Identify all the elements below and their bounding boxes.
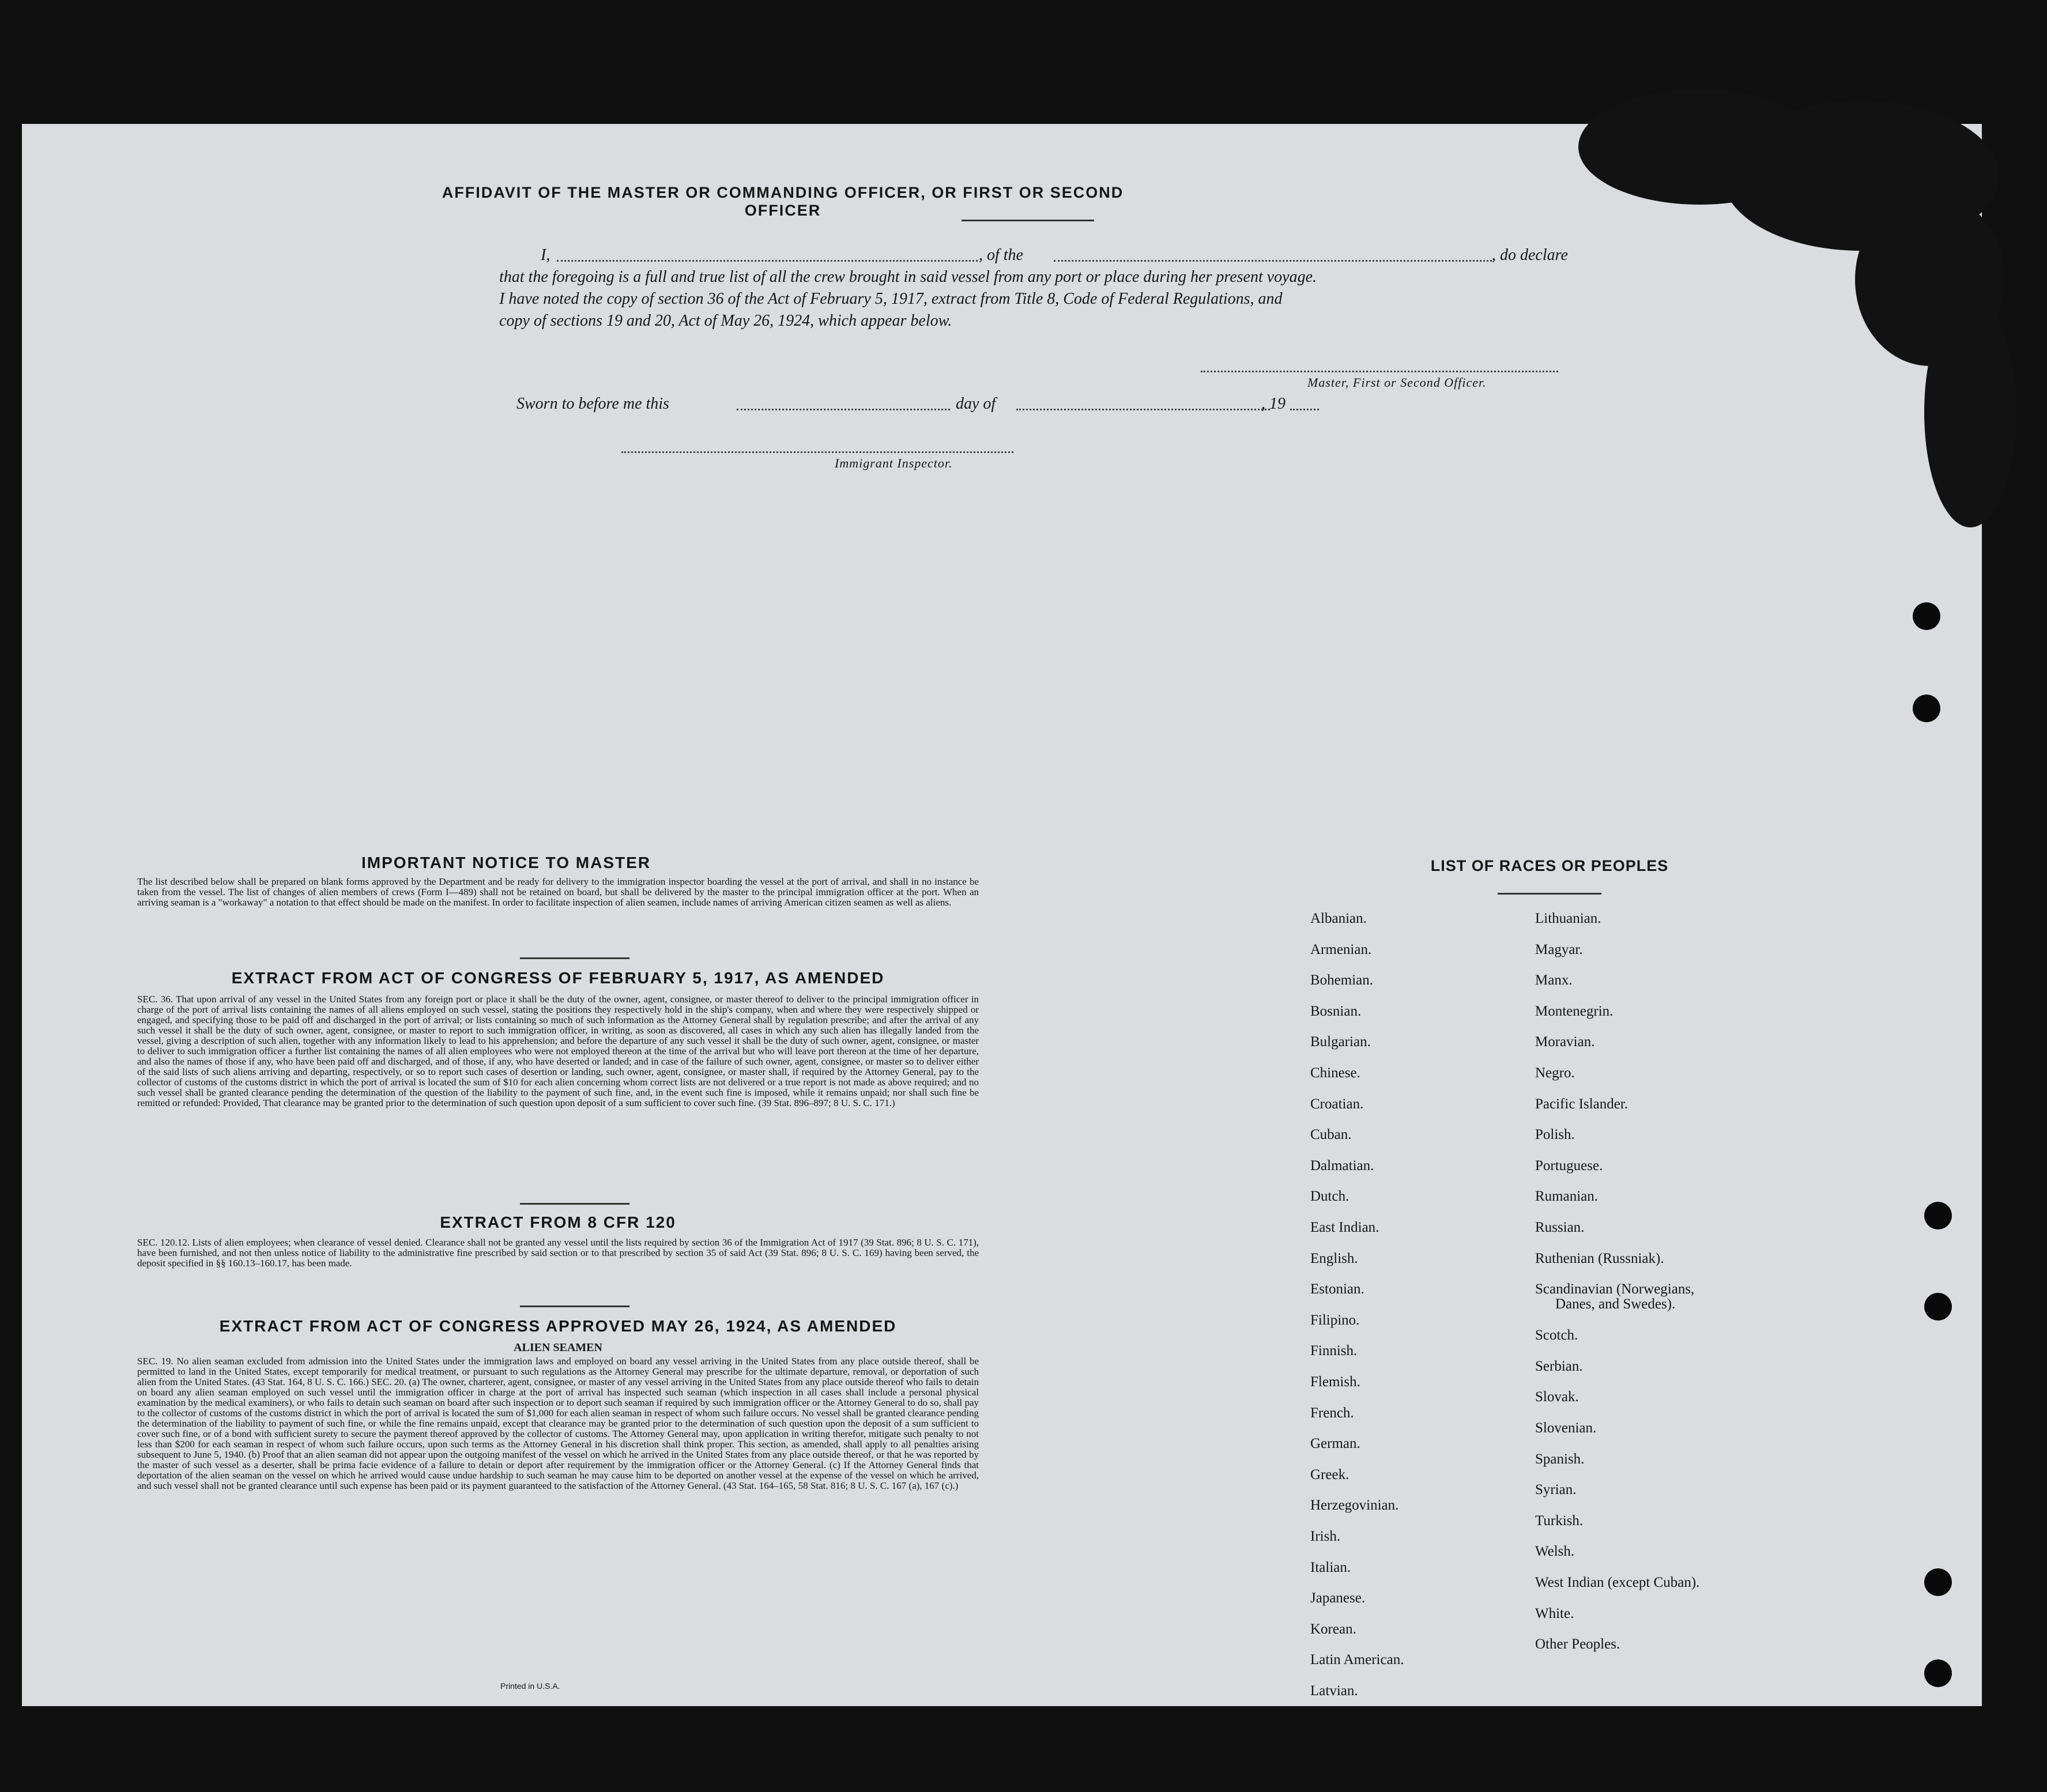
- race-item: Bulgarian.: [1310, 1034, 1371, 1050]
- race-item: Lithuanian.: [1535, 911, 1601, 926]
- race-item: Bosnian.: [1310, 1003, 1362, 1019]
- binder-hole: [1913, 602, 1940, 630]
- alien-seamen-subtitle: ALIEN SEAMEN: [514, 1341, 602, 1354]
- race-item: Other Peoples.: [1535, 1636, 1620, 1653]
- race-item: Turkish.: [1535, 1512, 1584, 1529]
- binder-hole: [1913, 695, 1940, 722]
- master-signature-line: [1201, 371, 1558, 372]
- race-item: Latin American.: [1310, 1652, 1404, 1668]
- name-blank: [557, 260, 978, 262]
- race-item: Pacific Islander.: [1535, 1096, 1628, 1112]
- race-item: French.: [1310, 1405, 1354, 1421]
- divider: [1498, 893, 1601, 895]
- affidavit-i-label: I,: [541, 246, 551, 264]
- race-item: East Indian.: [1310, 1220, 1379, 1235]
- race-item: Bohemian.: [1310, 972, 1374, 989]
- race-item: Scotch.: [1535, 1327, 1578, 1344]
- race-item: Polish.: [1535, 1127, 1575, 1143]
- affidavit-of-label: , of the: [979, 246, 1023, 264]
- binder-hole: [1924, 1293, 1952, 1321]
- year-blank: [1290, 409, 1319, 410]
- document-page: [22, 124, 1982, 1706]
- race-item: Latvian.: [1310, 1683, 1358, 1699]
- race-item: Serbian.: [1535, 1358, 1583, 1374]
- race-item: Welsh.: [1535, 1544, 1575, 1560]
- race-item: Albanian.: [1310, 911, 1367, 926]
- race-item: Dalmatian.: [1310, 1157, 1374, 1174]
- binder-hole: [1924, 1659, 1952, 1687]
- extract-1924-title: EXTRACT FROM ACT OF CONGRESS APPROVED MAY 26, 1924, AS AMENDED: [219, 1317, 897, 1335]
- race-item: Chinese.: [1310, 1065, 1360, 1081]
- inspector-signature-caption: Immigrant Inspector.: [835, 456, 953, 470]
- burn-damage: [1924, 297, 2016, 527]
- inspector-signature-line: [621, 451, 1013, 453]
- day-of-label: day of: [956, 395, 996, 413]
- race-item: Scandinavian (Norwegians,: [1535, 1281, 1695, 1297]
- race-item: Moravian.: [1535, 1034, 1595, 1050]
- race-item: Korean.: [1310, 1621, 1356, 1637]
- race-item: Spanish.: [1535, 1451, 1585, 1467]
- race-item: Cuban.: [1310, 1127, 1352, 1143]
- race-item: Slovak.: [1535, 1389, 1579, 1405]
- race-item: Portuguese.: [1535, 1157, 1603, 1174]
- divider: [520, 1203, 629, 1205]
- race-item: Irish.: [1310, 1529, 1341, 1544]
- race-item: Filipino.: [1310, 1312, 1360, 1328]
- race-item: German.: [1310, 1436, 1360, 1452]
- race-item: Slovenian.: [1535, 1420, 1597, 1436]
- extract-1917-text: SEC. 36. That upon arrival of any vessel in the United States from any foreign port or place it shall be the duty of the owner, agent, consignee, or master thereof to deliver to the principal immigration officer in charge of the port of arrival lists containing the names of all aliens employed on such vessel, stating the positions they respectively hold in the ship's company, when and where they were respectively shipped or engaged, and specifying those to be paid off and discharged in the port of arrival; or lists containing so much of such information as the Attorney General shall by regulation prescribe; and after the arrival of any such vessel it shall be the duty of such owner, agent, consignee, or master to report to such immigration officer, in writing, as soon as discovered, all cases in which any such alien has illegally landed from the vessel, giving a description of such alien, together with any information likely to lead to his apprehension; and before the departure of any such vessel it shall be the duty of such owner, agent, consignee, or master to deliver to such immigration officer a further list containing the names of all alien employees who were not employed thereon at the time of the arrival but who will leave port thereon at the time of her departure, and also the names of those if any, who have been paid off and discharged, and of those, if any, who have deserted or landed; and in case of the failure of such owner, agent, consignee, or master so to deliver either of the said lists of such aliens arriving and departing, respectively, or so to report such cases of desertion or landing, such owner, agent, consignee, or master shall, if required by the Attorney General, pay to the collector of customs of the customs district in which the port of arrival is located the sum of $10 for each alien concerning whom correct lists are not delivered or a true report is not made as above required; and no such vessel shall be granted clearance pending the determination of the question of the liability to the payment of such fine, and, in the event such fine is imposed, while it remains unpaid; nor shall such fine be remitted or refunded: Provided, That clearance may be granted prior to the determination of such question upon deposit of a sum sufficient to cover such fine. (39 Stat. 896–897; 8 U. S. C. 171.): [137, 994, 979, 1108]
- race-item: Rumanian.: [1535, 1189, 1599, 1205]
- race-item: Manx.: [1535, 972, 1573, 989]
- race-item: Estonian.: [1310, 1281, 1364, 1297]
- affidavit-line-3: I have noted the copy of section 36 of the Act of February 5, 1917, extract from Title 8, Code of Federal Regulations, and: [499, 290, 1283, 308]
- race-item: Montenegrin.: [1535, 1003, 1614, 1019]
- race-item: Dutch.: [1310, 1189, 1349, 1205]
- race-item: Armenian.: [1310, 941, 1372, 957]
- races-title: LIST OF RACES OR PEOPLES: [1430, 857, 1669, 874]
- master-signature-caption: Master, First or Second Officer.: [1307, 375, 1487, 390]
- extract-cfr-text: SEC. 120.12. Lists of alien employees; when clearance of vessel denied. Clearance shall not be granted any vessel until the lists required by section 36 of the Immigration Act of 1917 (39 Stat. 896; 8 U. S. C. 171), have been furnished, and not then unless notice of liability to the administrative fine prescribed by said section or to that prescribed by section 35 of said Act (39 Stat. 896; 8 U. S. C. 169) having been served, the deposit specified in §§ 160.13–160.17, has been made.: [137, 1237, 979, 1269]
- race-item: Magyar.: [1535, 941, 1583, 957]
- divider: [962, 220, 1094, 221]
- affidavit-declare-label: , do declare: [1492, 246, 1568, 264]
- binder-hole: [1924, 1568, 1952, 1596]
- affidavit-title: AFFIDAVIT OF THE MASTER OR COMMANDING OFFICER, OR FIRST OR SECOND OFFICER: [442, 184, 1124, 219]
- race-item: Finnish.: [1310, 1343, 1358, 1359]
- extract-1917-title: EXTRACT FROM ACT OF CONGRESS OF FEBRUARY 5, 1917, AS AMENDED: [231, 969, 885, 987]
- vessel-blank: [1054, 260, 1492, 262]
- race-item: Ruthenian (Russniak).: [1535, 1250, 1664, 1266]
- notice-text: The list described below shall be prepared on blank forms approved by the Department and be ready for delivery to the immigration inspector boarding the vessel at the port of arrival, and shall in no instance be taken from the vessel. The list of changes of alien members of crews (Form I—489) shall not be retained on board, but shall be delivered by the master to the principal immigration officer at the port. When an arriving seaman is a "workaway" a notation to that effect should be made on the manifest. In order to facilitate inspection of alien seamen, include names of arriving American citizen seamen as well as aliens.: [137, 876, 979, 908]
- sworn-date-blank: [737, 409, 950, 410]
- race-item: White.: [1535, 1605, 1574, 1621]
- race-item: Italian.: [1310, 1559, 1351, 1575]
- race-item: Syrian.: [1535, 1482, 1577, 1498]
- month-blank: [1016, 409, 1270, 410]
- race-item: Danes, and Swedes).: [1555, 1296, 1676, 1312]
- affidavit-line-2: that the foregoing is a full and true list of all the crew brought in said vessel from any port or place during her present voyage.: [499, 268, 1317, 286]
- race-item: Russian.: [1535, 1220, 1585, 1235]
- divider: [520, 957, 629, 959]
- race-item: Greek.: [1310, 1466, 1349, 1482]
- affidavit-line-4: copy of sections 19 and 20, Act of May 26, 1924, which appear below.: [499, 312, 952, 330]
- race-item: West Indian (except Cuban).: [1535, 1575, 1700, 1590]
- race-item: Japanese.: [1310, 1590, 1366, 1606]
- race-item: Herzegovinian.: [1310, 1497, 1399, 1514]
- binder-hole: [1924, 1202, 1952, 1229]
- sworn-label: Sworn to before me this: [517, 395, 669, 413]
- race-item: Croatian.: [1310, 1096, 1364, 1112]
- race-item: Flemish.: [1310, 1374, 1360, 1390]
- divider: [520, 1306, 629, 1307]
- year-label: , 19: [1261, 395, 1285, 413]
- notice-title: IMPORTANT NOTICE TO MASTER: [361, 854, 651, 872]
- extract-cfr-title: EXTRACT FROM 8 CFR 120: [440, 1213, 676, 1231]
- extract-1924-text: SEC. 19. No alien seaman excluded from admission into the United States under the immigration laws and employed on board any vessel arriving in the United States from any place outside thereof, shall be permitted to land in the United States, except temporarily for medical treatment, or pursuant to such regulations as the Attorney General may prescribe for the ultimate departure, removal, or deportation of such alien from the United States. (43 Stat. 164, 8 U. S. C. 166.) SEC. 20. (a) The owner, charterer, agent, consignee, or master of any vessel arriving in the United States from any place outside thereof who fails to detain on board any alien seaman employed on such vessel until the immigration officer in charge at the port of arrival has inspected such seaman (which inspection in all cases shall include a personal physical examination by the medical examiners), or who fails to detain such seaman on board after such inspection or to deport such seaman if required by such immigration officer or the Attorney General to do so, shall pay to the collector of customs of the customs district in which the port of arrival is located the sum of $1,000 for each alien seaman in respect of whom such failure occurs. No vessel shall be granted clearance pending the determination of the liability to payment of such fine, or while the fine remains unpaid, except that clearance may be granted prior to the determination of such question upon the deposit of a sum sufficient to cover such fine, or of a bond with sufficient surety to secure the payment thereof approved by the collector of customs. The Attorney General may, upon application in writing therefor, mitigate such penalty to not less than $200 for each seaman in respect of whom such failure occurs, upon such terms as the Attorney General in his discretion shall think proper. This section, as amended, shall apply to all penalties arising subsequent to June 5, 1940. (b) Proof that an alien seaman did not appear upon the outgoing manifest of the vessel on which he arrived in the United States from any place outside thereof, or that he was reported by the master of such vessel as a deserter, shall be prima facie evidence of a failure to detain or deport after requirement by the immigration officer or the Attorney General. (c) If the Attorney General finds that deportation of the alien seaman on the vessel on which he arrived would cause undue hardship to such seaman he may cause him to be deported on another vessel at the expense of the vessel on which he arrived, and such vessel shall not be granted clearance until such expense has been paid or its payment guaranteed to the satisfaction of the Attorney General. (43 Stat. 164–165, 58 Stat. 816; 8 U. S. C. 167 (a), 167 (c).): [137, 1356, 979, 1491]
- printed-in-usa: Printed in U.S.A.: [500, 1681, 560, 1691]
- race-item: English.: [1310, 1250, 1358, 1266]
- race-item: Negro.: [1535, 1065, 1575, 1081]
